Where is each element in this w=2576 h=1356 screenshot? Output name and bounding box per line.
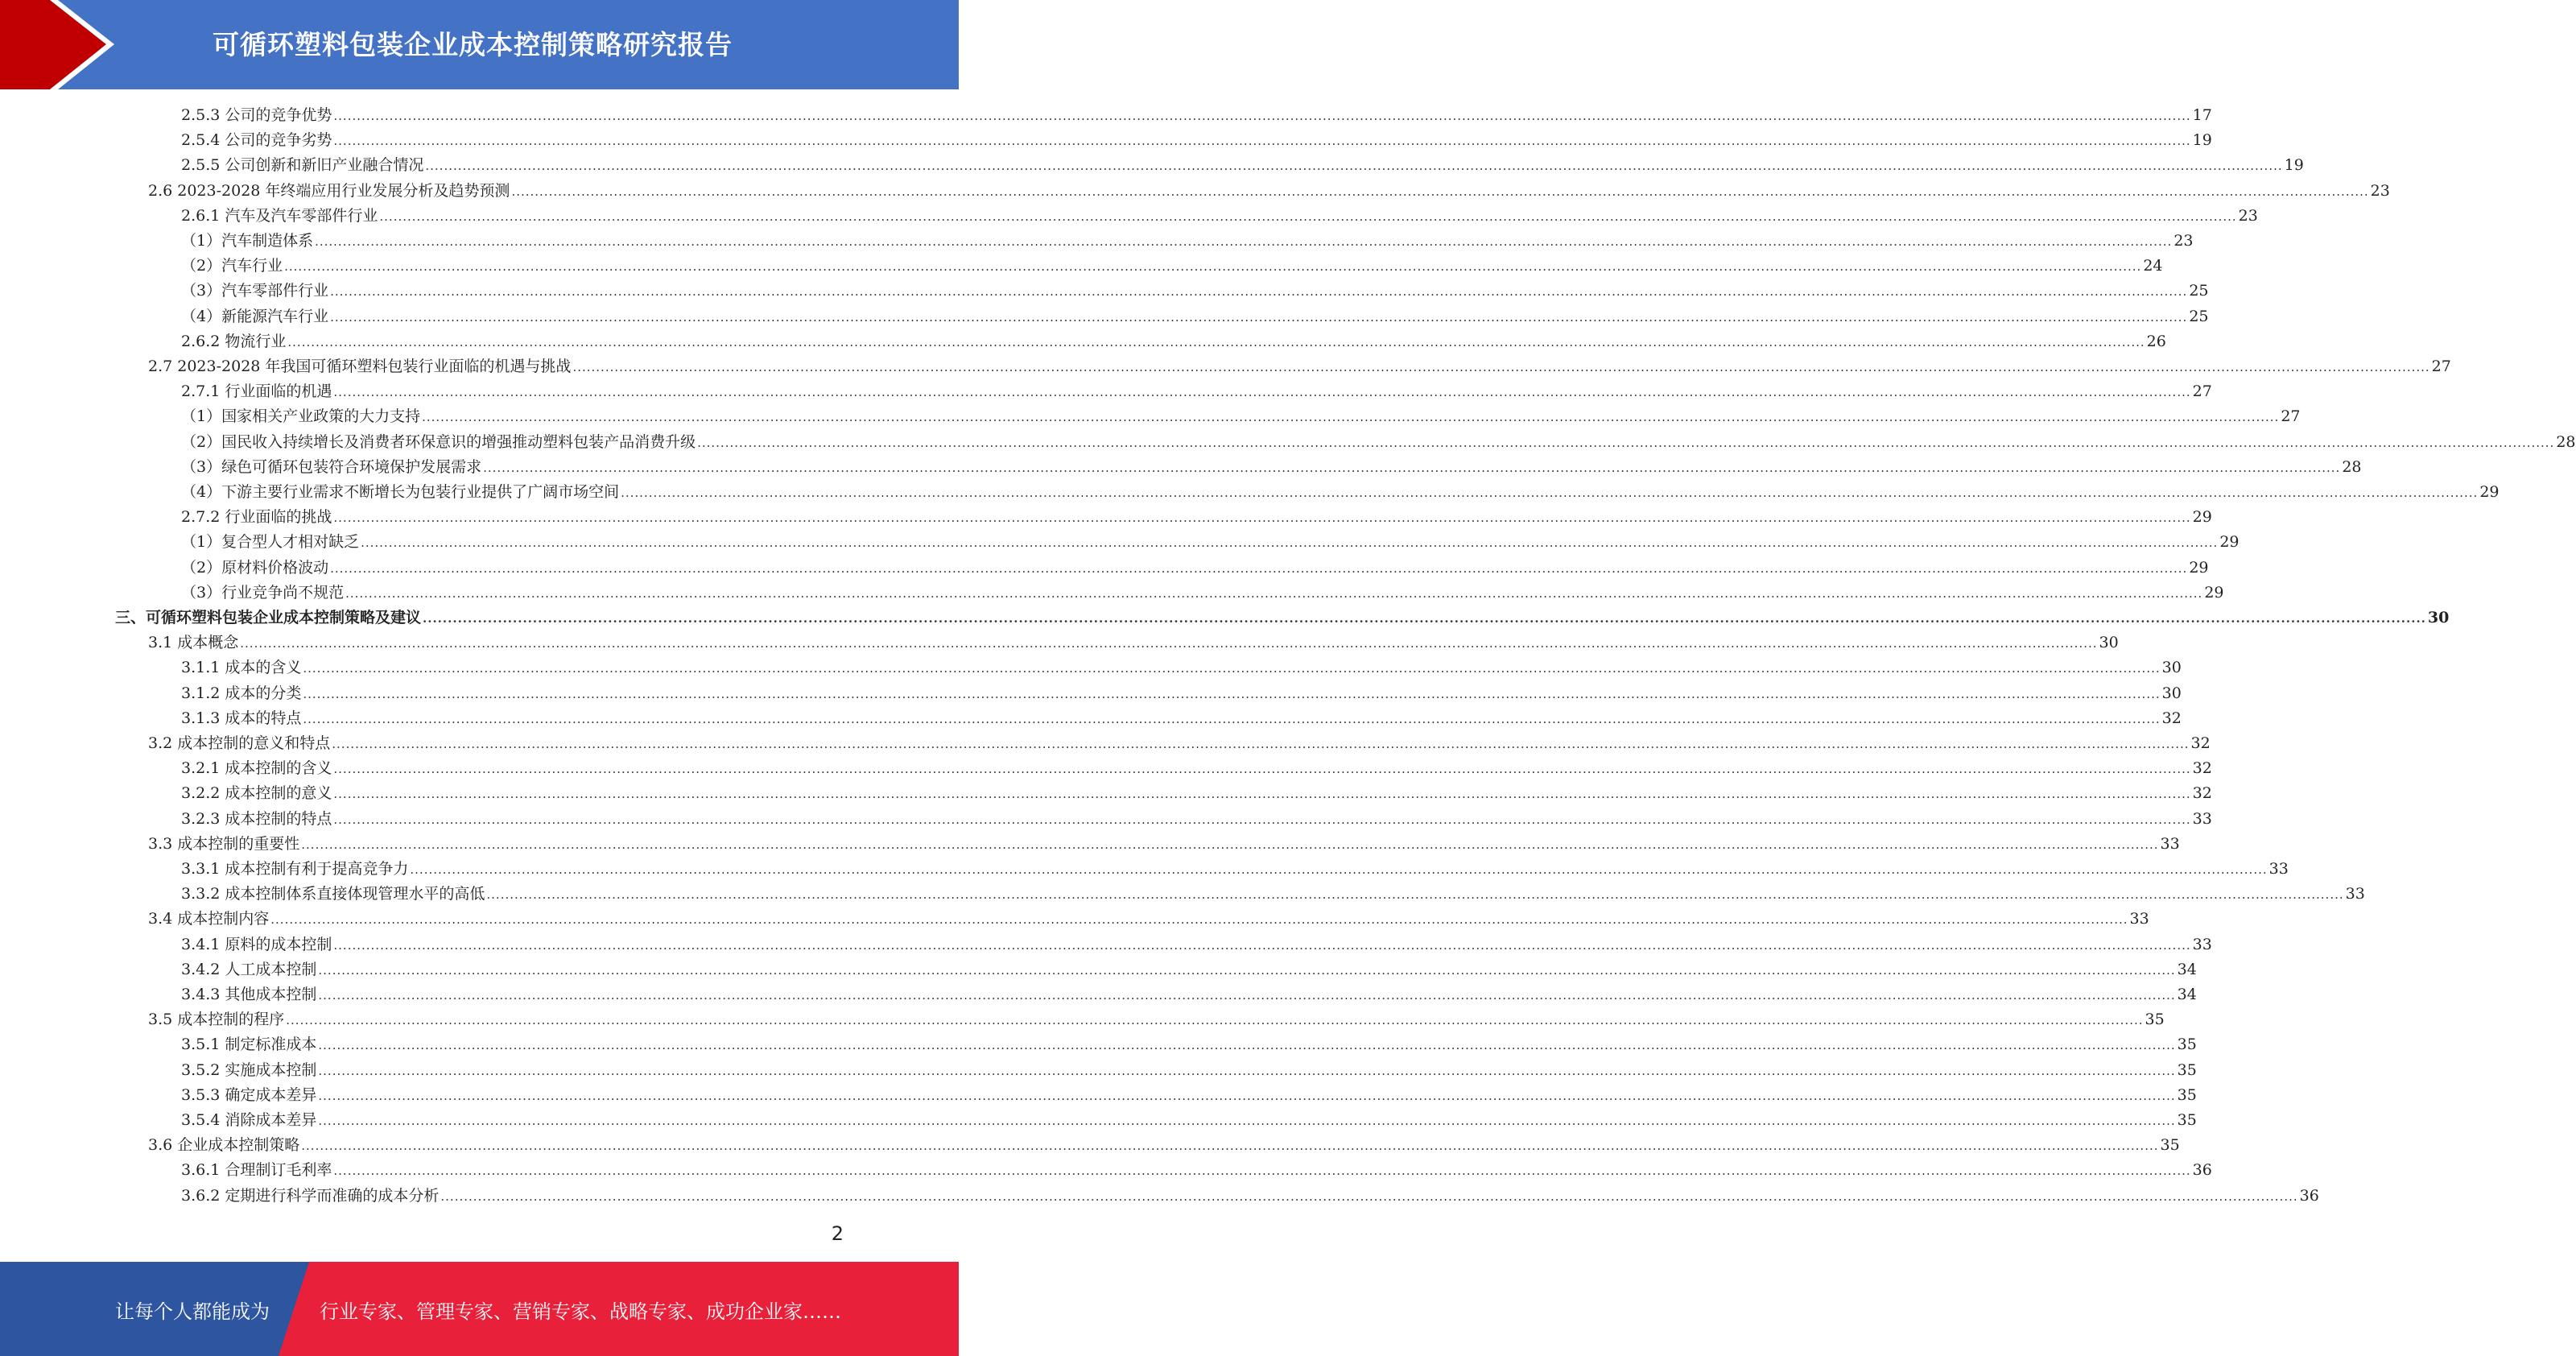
toc-entry[interactable]	[181, 505, 2212, 530]
toc-leader-dots: ................................................................................................................................................................................................................................................................................................................................................................................................................	[318, 1114, 2176, 1128]
toc-entry-title: 3.3 成本控制的重要性	[148, 834, 300, 853]
toc-entry-title: 3.4.1 原料的成本控制	[181, 935, 332, 953]
toc-leader-dots: ................................................................................................................................................................................................................................................................................................................................................................................................................	[270, 912, 2128, 928]
toc-leader-dots: ................................................................................................................................................................................................................................................................................................................................................................................................................	[301, 837, 2159, 852]
toc-entry-title: 3.5.1 制定标准成本	[181, 1036, 317, 1054]
report-title: 可循环塑料包装企业成本控制策略研究报告	[213, 29, 733, 60]
toc-entry[interactable]	[115, 606, 2450, 630]
page-number: 2	[831, 1222, 844, 1245]
toc-leader-dots: ................................................................................................................................................................................................................................................................................................................................................................................................................	[345, 585, 2203, 601]
toc-entry-title: （1）国家相关产业政策的大力支持	[181, 407, 421, 426]
toc-entry[interactable]	[181, 1083, 2197, 1108]
toc-entry-page: 35	[2177, 1085, 2197, 1104]
toc-entry-title: 三、可循环塑料包装企业成本控制策略及建议	[115, 609, 422, 626]
toc-entry-title: （2）原材料价格波动	[181, 558, 329, 577]
footer-slogan-right: 行业专家、管理专家、营销专家、战略专家、成功企业家……	[320, 1300, 841, 1323]
toc-entry-page: 33	[2192, 935, 2212, 953]
toc-leader-dots: ................................................................................................................................................................................................................................................................................................................................................................................................................	[333, 1164, 2191, 1179]
toc-entry[interactable]	[181, 480, 2500, 505]
toc-entry-page: 34	[2177, 986, 2197, 1003]
toc-entry-page: 29	[2219, 533, 2240, 552]
toc-entry-page: 30	[2099, 634, 2119, 652]
toc-entry-page: 35	[2177, 1036, 2197, 1054]
toc-entry-title: （4）新能源汽车行业	[181, 307, 329, 325]
toc-entry-title: 3.1.2 成本的分类	[181, 684, 302, 702]
toc-entry-title: 2.6.1 汽车及汽车零部件行业	[181, 206, 378, 225]
toc-entry[interactable]	[181, 430, 2576, 455]
toc-entry[interactable]	[181, 1032, 2197, 1057]
toc-leader-dots: ................................................................................................................................................................................................................................................................................................................................................................................................................	[318, 1038, 2176, 1053]
toc-entry[interactable]	[181, 882, 2365, 907]
toc-leader-dots: ................................................................................................................................................................................................................................................................................................................................................................................................................	[423, 611, 2426, 626]
toc-entry[interactable]	[181, 857, 2289, 882]
toc-entry-page: 35	[2145, 1011, 2165, 1029]
toc-leader-dots: ................................................................................................................................................................................................................................................................................................................................................................................................................	[621, 486, 2479, 500]
toc-entry[interactable]	[181, 229, 2194, 254]
toc-leader-dots: ................................................................................................................................................................................................................................................................................................................................................................................................................	[286, 1013, 2144, 1028]
toc-entry[interactable]	[148, 907, 2149, 932]
toc-leader-dots: ................................................................................................................................................................................................................................................................................................................................................................................................................	[240, 636, 2098, 651]
toc-leader-dots: ................................................................................................................................................................................................................................................................................................................................................................................................................	[697, 435, 2555, 450]
toc-entry-page: 23	[2174, 232, 2194, 250]
toc-leader-dots: ................................................................................................................................................................................................................................................................................................................................................................................................................	[318, 988, 2176, 1003]
toc-leader-dots: ................................................................................................................................................................................................................................................................................................................................................................................................................	[303, 711, 2161, 726]
toc-entry[interactable]	[181, 706, 2182, 731]
toc-entry-page: 19	[2192, 131, 2212, 150]
toc-leader-dots: ................................................................................................................................................................................................................................................................................................................................................................................................................	[301, 1139, 2159, 1154]
toc-entry-page: 27	[2281, 407, 2301, 426]
toc-entry-title: 3.3.2 成本控制体系直接体现管理水平的高低	[181, 885, 485, 903]
toc-leader-dots: ................................................................................................................................................................................................................................................................................................................................................................................................................	[333, 511, 2191, 526]
toc-entry-page: 33	[2192, 809, 2212, 828]
toc-leader-dots: ................................................................................................................................................................................................................................................................................................................................................................................................................	[333, 109, 2191, 123]
toc-leader-dots: ................................................................................................................................................................................................................................................................................................................................................................................................................	[330, 309, 2188, 325]
toc-entry-title: （3）绿色可循环包装符合环境保护发展需求	[181, 457, 482, 476]
toc-entry-title: 3.3.1 成本控制有利于提高竞争力	[181, 860, 409, 878]
toc-entry-title: 3.6.2 定期进行科学而准确的成本分析	[181, 1186, 440, 1205]
toc-entry[interactable]	[181, 128, 2212, 153]
toc-leader-dots: ................................................................................................................................................................................................................................................................................................................................................................................................................	[315, 234, 2173, 249]
toc-leader-dots: ................................................................................................................................................................................................................................................................................................................................................................................................................	[425, 159, 2283, 174]
toc-entry-title: 2.5.5 公司创新和新旧产业融合情况	[181, 156, 424, 175]
toc-entry[interactable]	[181, 329, 2166, 354]
toc-entry-page: 25	[2189, 282, 2209, 300]
toc-entry-title: （1）复合型人才相对缺乏	[181, 533, 360, 552]
toc-entry-page: 27	[2192, 382, 2212, 401]
toc-entry-page: 29	[2204, 583, 2224, 602]
toc-entry[interactable]	[181, 556, 2209, 581]
toc-entry[interactable]	[181, 254, 2163, 279]
toc-entry-title: 2.5.3 公司的竞争优势	[181, 106, 332, 124]
toc-entry-page: 30	[2161, 659, 2182, 677]
toc-entry[interactable]	[181, 153, 2304, 178]
toc-entry-page: 29	[2192, 508, 2212, 527]
toc-entry-title: 2.5.4 公司的竞争劣势	[181, 131, 332, 150]
toc-leader-dots: ................................................................................................................................................................................................................................................................................................................................................................................................................	[511, 184, 2369, 199]
toc-entry-title: （2）汽车行业	[181, 257, 283, 275]
toc-leader-dots: ................................................................................................................................................................................................................................................................................................................................................................................................................	[333, 385, 2191, 400]
toc-leader-dots: ................................................................................................................................................................................................................................................................................................................................................................................................................	[330, 284, 2188, 300]
toc-entry-title: 3.4.3 其他成本控制	[181, 986, 317, 1003]
toc-entry-title: （2）国民收入持续增长及消费者环保意识的增强推动塑料包装产品消费升级	[181, 432, 696, 451]
toc-entry-title: 2.7.1 行业面临的机遇	[181, 382, 332, 401]
toc-leader-dots: ................................................................................................................................................................................................................................................................................................................................................................................................................	[318, 962, 2176, 978]
toc-entry[interactable]	[181, 807, 2212, 832]
toc-entry-title: 3.5.2 实施成本控制	[181, 1060, 317, 1079]
toc-entry-title: 3.6.1 合理制订毛利率	[181, 1161, 332, 1180]
toc-entry[interactable]	[148, 731, 2211, 756]
toc-entry-page: 32	[2192, 759, 2212, 778]
toc-entry-title: 3.5 成本控制的程序	[148, 1011, 285, 1029]
toc-entry[interactable]	[148, 1133, 2180, 1158]
toc-entry[interactable]	[181, 982, 2197, 1007]
toc-entry[interactable]	[181, 957, 2197, 982]
toc-leader-dots: ................................................................................................................................................................................................................................................................................................................................................................................................................	[318, 1063, 2176, 1078]
toc-entry-title: 3.2 成本控制的意义和特点	[148, 734, 331, 752]
toc-entry[interactable]	[181, 530, 2240, 555]
toc-entry-page: 30	[2427, 609, 2450, 626]
toc-entry[interactable]	[148, 354, 2451, 379]
toc-entry-page: 36	[2299, 1186, 2319, 1205]
toc-entry-page: 32	[2161, 709, 2182, 727]
toc-entry-page: 23	[2238, 206, 2258, 225]
toc-entry[interactable]	[181, 1184, 2319, 1209]
toc-entry[interactable]	[181, 304, 2209, 329]
toc-entry[interactable]	[181, 1108, 2197, 1133]
toc-leader-dots: ................................................................................................................................................................................................................................................................................................................................................................................................................	[572, 360, 2430, 374]
toc-entry-title: 3.2.3 成本控制的特点	[181, 809, 332, 828]
toc-entry-page: 29	[2189, 558, 2209, 577]
toc-entry-title: 2.7 2023-2028 年我国可循环塑料包装行业面临的机遇与挑战	[148, 358, 572, 375]
toc-entry-page: 26	[2146, 332, 2166, 350]
toc-entry-title: 3.2.2 成本控制的意义	[181, 784, 332, 803]
toc-entry[interactable]	[181, 279, 2209, 304]
toc-leader-dots: ................................................................................................................................................................................................................................................................................................................................................................................................................	[483, 460, 2341, 475]
toc-entry[interactable]	[181, 404, 2301, 429]
toc-entry[interactable]	[181, 581, 2224, 606]
toc-entry-title: 3.5.3 确定成本差异	[181, 1085, 317, 1104]
toc-entry-page: 35	[2177, 1060, 2197, 1079]
toc-leader-dots: ................................................................................................................................................................................................................................................................................................................................................................................................................	[333, 134, 2191, 149]
toc-leader-dots: ................................................................................................................................................................................................................................................................................................................................................................................................................	[333, 812, 2191, 827]
toc-leader-dots: ................................................................................................................................................................................................................................................................................................................................................................................................................	[361, 535, 2219, 551]
toc-entry-page: 29	[2479, 483, 2500, 501]
toc-entry-page: 30	[2161, 684, 2182, 702]
toc-entry[interactable]	[181, 1158, 2212, 1183]
toc-entry[interactable]	[148, 179, 2390, 204]
toc-leader-dots: ................................................................................................................................................................................................................................................................................................................................................................................................................	[333, 937, 2191, 953]
toc-entry-title: （1）汽车制造体系	[181, 232, 314, 250]
toc-entry-title: 3.1.1 成本的含义	[181, 659, 302, 677]
toc-entry[interactable]	[181, 1058, 2197, 1083]
toc-leader-dots: ................................................................................................................................................................................................................................................................................................................................................................................................................	[333, 787, 2191, 802]
toc-entry-page: 24	[2143, 257, 2163, 275]
toc-entry-page: 27	[2431, 358, 2451, 375]
toc-entry-title: （3）行业竞争尚不规范	[181, 583, 345, 602]
toc-entry[interactable]	[148, 832, 2180, 857]
toc-entry-page: 33	[2129, 910, 2149, 928]
toc-entry-title: 2.6.2 物流行业	[181, 332, 287, 350]
toc-entry[interactable]	[181, 932, 2212, 957]
toc-leader-dots: ................................................................................................................................................................................................................................................................................................................................................................................................................	[333, 762, 2191, 777]
toc-entry-page: 34	[2177, 960, 2197, 978]
toc-leader-dots: ................................................................................................................................................................................................................................................................................................................................................................................................................	[486, 887, 2344, 903]
toc-entry[interactable]	[148, 630, 2119, 655]
toc-leader-dots: ................................................................................................................................................................................................................................................................................................................................................................................................................	[330, 560, 2188, 576]
page-footer	[0, 1262, 959, 1356]
toc-entry-page: 28	[2556, 432, 2576, 451]
page-header	[0, 0, 959, 89]
toc-leader-dots: ................................................................................................................................................................................................................................................................................................................................................................................................................	[303, 661, 2161, 676]
toc-entry[interactable]	[181, 756, 2212, 781]
toc-entry-page: 32	[2190, 734, 2211, 752]
toc-leader-dots: ................................................................................................................................................................................................................................................................................................................................................................................................................	[287, 334, 2145, 349]
toc-entry-page: 19	[2284, 156, 2304, 175]
header-chevron-icon	[0, 0, 129, 89]
toc-entry-page: 32	[2192, 784, 2212, 803]
footer-slogan-left: 让每个人都能成为	[115, 1300, 270, 1323]
toc-entry-page: 17	[2192, 106, 2212, 124]
toc-entry-page: 33	[2268, 860, 2289, 878]
toc-leader-dots: ................................................................................................................................................................................................................................................................................................................................................................................................................	[422, 410, 2280, 425]
toc-leader-dots: ................................................................................................................................................................................................................................................................................................................................................................................................................	[440, 1189, 2298, 1204]
toc-entry-page: 25	[2189, 307, 2209, 325]
toc-entry-title: 2.7.2 行业面临的挑战	[181, 508, 332, 527]
toc-entry[interactable]	[181, 103, 2212, 128]
toc-entry-page: 35	[2177, 1111, 2197, 1129]
toc-leader-dots: ................................................................................................................................................................................................................................................................................................................................................................................................................	[410, 862, 2268, 877]
toc-entry[interactable]	[181, 204, 2258, 229]
toc-entry-page: 33	[2345, 885, 2365, 903]
toc-entry-title: （3）汽车零部件行业	[181, 282, 329, 300]
toc-entry-page: 35	[2160, 1136, 2180, 1155]
toc-entry[interactable]	[181, 455, 2362, 480]
toc-entry-title: 2.6 2023-2028 年终端应用行业发展分析及趋势预测	[148, 181, 510, 200]
toc-entry-page: 28	[2342, 457, 2362, 476]
toc-leader-dots: ................................................................................................................................................................................................................................................................................................................................................................................................................	[303, 686, 2161, 701]
toc-entry-title: 3.4.2 人工成本控制	[181, 960, 317, 978]
toc-entry-page: 33	[2160, 834, 2180, 853]
toc-entry-title: 3.1 成本概念	[148, 634, 239, 652]
toc-entry-page: 23	[2370, 181, 2390, 200]
toc-leader-dots: ................................................................................................................................................................................................................................................................................................................................................................................................................	[332, 737, 2190, 751]
toc-entry-page: 36	[2192, 1161, 2212, 1180]
toc-entry[interactable]	[181, 681, 2182, 706]
toc-leader-dots: ................................................................................................................................................................................................................................................................................................................................................................................................................	[318, 1088, 2176, 1103]
toc-entry[interactable]	[181, 655, 2182, 680]
toc-entry-title: 3.2.1 成本控制的含义	[181, 759, 332, 778]
toc-entry[interactable]	[148, 1007, 2165, 1032]
toc-leader-dots: ................................................................................................................................................................................................................................................................................................................................................................................................................	[379, 209, 2237, 224]
toc-leader-dots: ................................................................................................................................................................................................................................................................................................................................................................................................................	[284, 259, 2142, 275]
toc-entry[interactable]	[181, 781, 2212, 806]
toc-entry-title: （4）下游主要行业需求不断增长为包装行业提供了广阔市场空间	[181, 483, 620, 501]
toc-entry[interactable]	[181, 379, 2212, 404]
toc-entry-title: 3.4 成本控制内容	[148, 910, 270, 928]
toc-entry-title: 3.5.4 消除成本差异	[181, 1111, 317, 1129]
toc-entry-title: 3.6 企业成本控制策略	[148, 1136, 300, 1155]
toc-entry-title: 3.1.3 成本的特点	[181, 709, 302, 727]
